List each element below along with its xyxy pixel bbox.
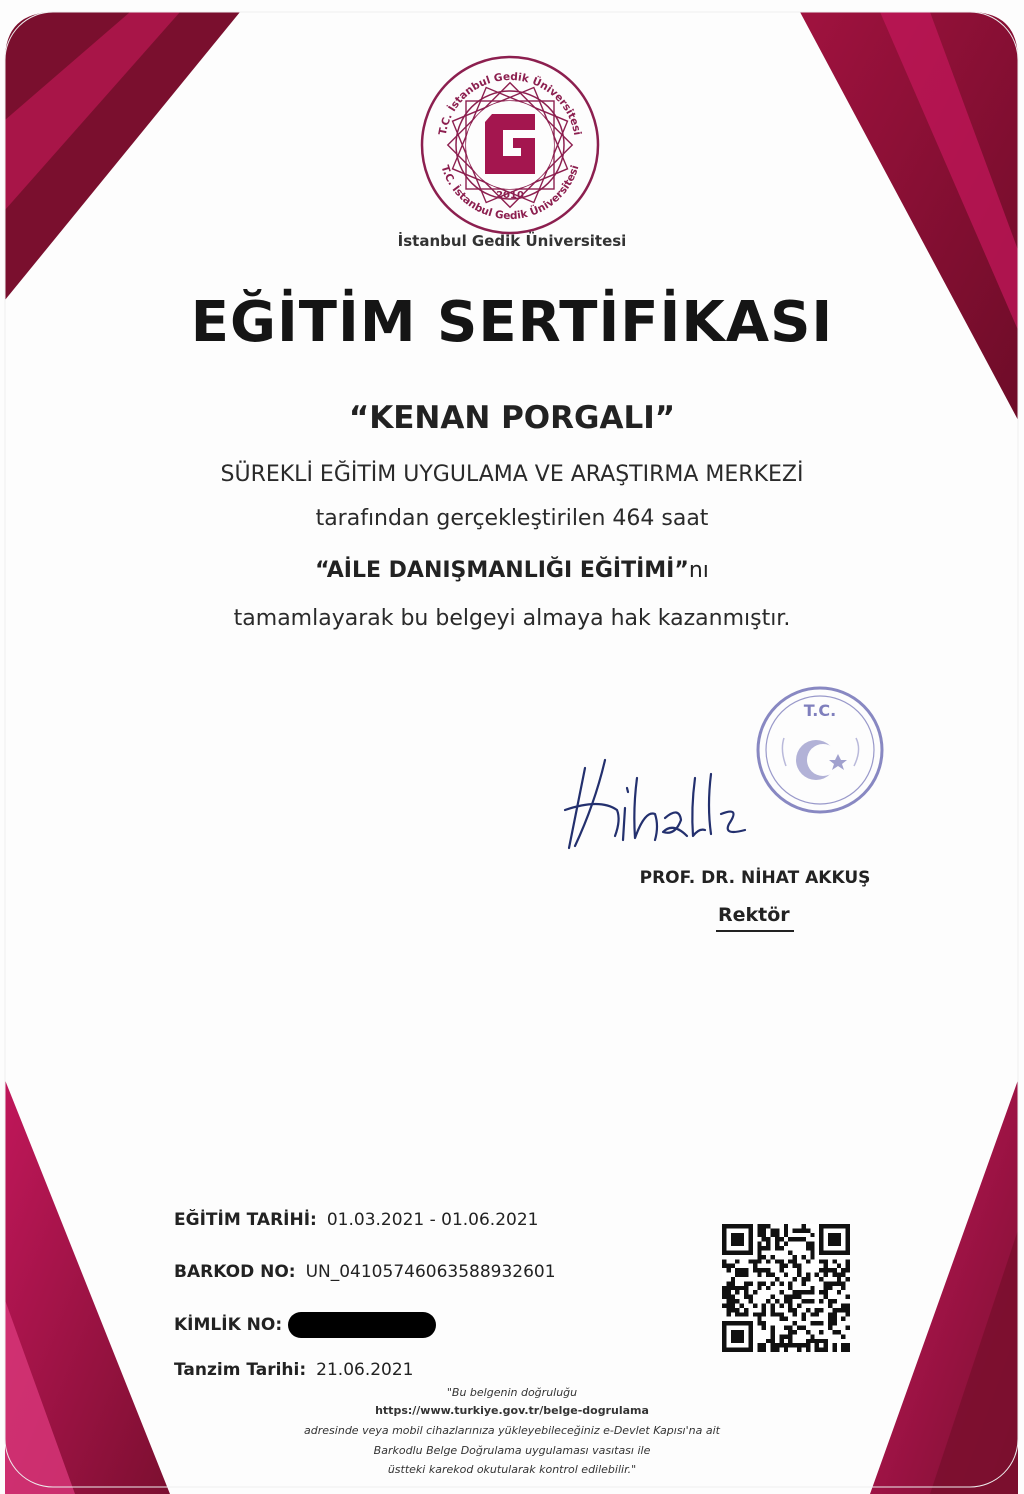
id-number-field [174, 1312, 436, 1338]
certificate-title: EĞİTİM SERTİFİKASI [190, 290, 834, 355]
barcode-field [174, 1262, 556, 1282]
verification-url: https://www.turkiye.gov.tr/belge-dogrulama [375, 1404, 649, 1417]
issue-date-value: 21.06.2021 [316, 1360, 414, 1380]
issue-date-field [174, 1360, 414, 1380]
svg-text:2010: 2010 [496, 190, 524, 201]
verification-line-4: Barkodlu Belge Doğrulama uygulaması vasıtası ile [373, 1444, 651, 1457]
id-number-label: KİMLİK NO: [174, 1315, 283, 1335]
verification-line-3: adresinde veya mobil cihazlarınıza yükleyebileceğiniz e-Devlet Kapısı'na ait [304, 1424, 720, 1437]
svg-text:T.C. İstanbul Gedik Üniversite: T.C. İstanbul Gedik Üniversitesi [436, 70, 584, 137]
training-date-label: EĞİTİM TARİHİ: [174, 1210, 317, 1230]
course-suffix: nı [688, 558, 709, 583]
id-number-redaction [288, 1312, 436, 1338]
course-line [0, 558, 1024, 583]
svg-text:T.C. İstanbul Gedik Üniversite: T.C. İstanbul Gedik Üniversitesi [438, 163, 582, 223]
training-date-field [174, 1210, 538, 1230]
rector-signature [555, 748, 755, 858]
institution-name: İstanbul Gedik Üniversitesi [397, 232, 627, 250]
recipient-name: “KENAN PORGALI” [348, 400, 676, 436]
qr-code-icon [722, 1224, 850, 1352]
training-date-value: 01.03.2021 - 01.06.2021 [326, 1210, 539, 1230]
issue-date-label: Tanzim Tarihi: [174, 1360, 307, 1380]
verification-line-5: üstteki karekod okutularak kontrol edilebilir." [387, 1463, 637, 1476]
hours-line: tarafından gerçekleştirilen 464 saat [315, 506, 709, 531]
barcode-label: BARKOD NO: [174, 1262, 296, 1282]
svg-text:T.C.: T.C. [803, 701, 837, 720]
barcode-value: UN_04105746063588932601 [305, 1262, 556, 1282]
university-seal-icon [417, 52, 603, 238]
signatory-title: Rektör [716, 904, 794, 932]
verification-line-1: "Bu belgenin doğruluğu [446, 1386, 578, 1399]
completion-line: tamamlayarak bu belgeyi almaya hak kazanmıştır. [233, 606, 791, 631]
course-name: “AİLE DANIŞMANLIĞI EĞİTİMİ” [315, 558, 689, 583]
official-seal-stamp-icon [750, 680, 890, 820]
center-name: SÜREKLİ EĞİTİM UYGULAMA VE ARAŞTIRMA MERKEZİ [220, 462, 804, 487]
signatory-name: PROF. DR. NİHAT AKKUŞ [639, 868, 871, 888]
